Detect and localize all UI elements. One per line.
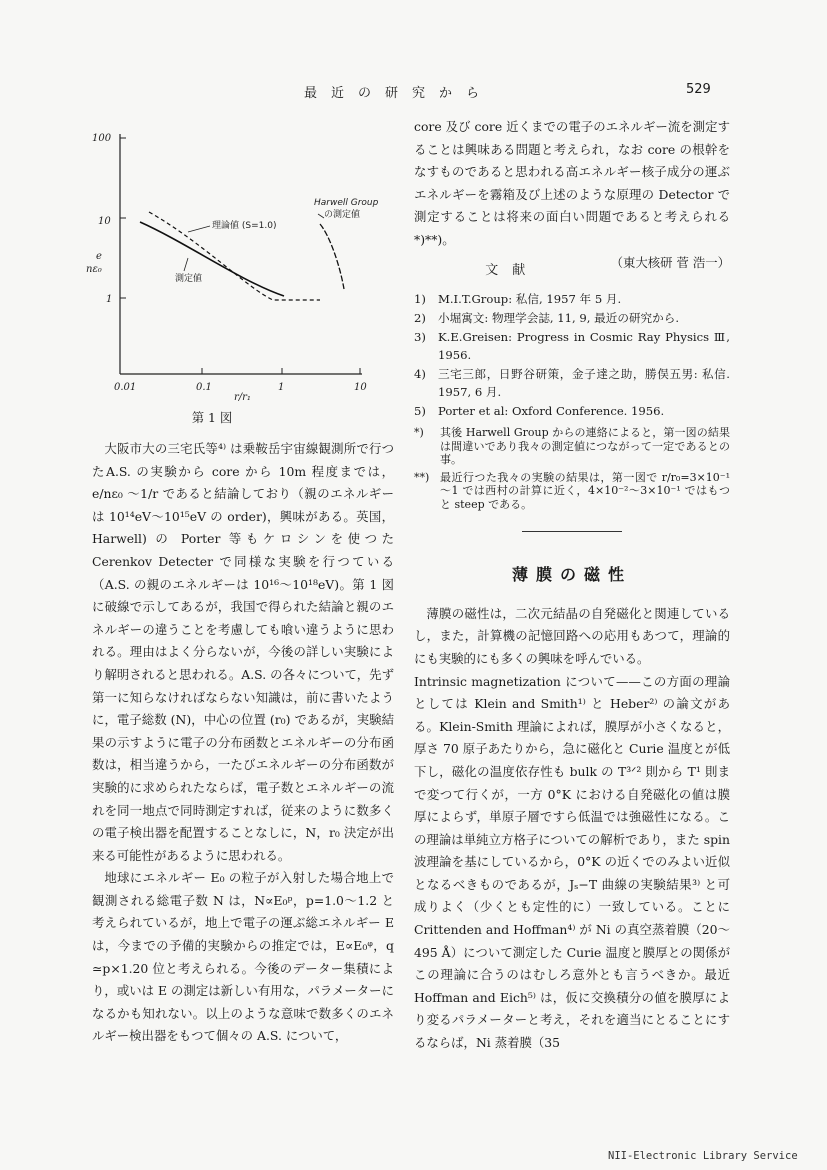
reference-item: 2) 小堀寓文: 物理学会誌, 11, 9, 最近の研究から. — [414, 311, 680, 326]
reference-item: 5) Porter et al: Oxford Conference. 1956. — [414, 404, 665, 419]
references-list — [414, 290, 730, 420]
label-harwell-1: Harwell Group — [314, 198, 379, 208]
x-tick-001: 0.01 — [114, 382, 137, 393]
section-title: 薄膜の磁性 — [511, 565, 632, 585]
author-credit: （東大核研 菅 浩一） — [610, 254, 730, 270]
label-theory: 理論値 (S=1.0) — [212, 221, 277, 231]
label-measured: 測定値 — [175, 274, 203, 284]
figure-1-plot — [86, 126, 392, 406]
y-tick-10: 10 — [98, 216, 111, 227]
reference-item: 1) M.I.T.Group: 私信, 1957 年 5 月. — [414, 292, 622, 307]
right-intro-paragraph: core 及び core 近くまでの電子のエネルギー流を測定することは興味ある問題と考えられ，なお core の根幹をなすものであると思われる高エネルギー核子成分の運ぶエネルギーを霧箱及び上述のような原理の Detector で測定することは将来の面白い問題であると考えられる*)**)。 — [414, 119, 730, 247]
figure-1 — [86, 126, 392, 426]
footer-service: NII-Electronic Library Service — [608, 1150, 798, 1162]
footnotes — [414, 426, 730, 511]
footnote: **) 最近行つた我々の実験の結果は，第一図で r/r₀=3×10⁻¹～1 では西村の計算に近く，4×10⁻²～3×10⁻¹ ではもつと steep である。 — [414, 470, 730, 511]
x-tick-10: 10 — [354, 382, 367, 393]
x-axis-label: r/r₁ — [234, 392, 251, 403]
running-header — [0, 82, 827, 102]
x-tick-01: 0.1 — [196, 382, 212, 393]
references-heading: 文献 — [485, 262, 540, 278]
section-divider — [522, 531, 622, 532]
right-column — [414, 116, 730, 1055]
y-label-e: e — [96, 251, 102, 262]
x-tick-1: 1 — [278, 382, 285, 393]
left-column — [92, 438, 394, 1048]
harwell-curve — [320, 224, 344, 289]
left-paragraph-1: 大阪市大の三宅氏等⁴⁾ は乗鞍岳宇宙線観測所で行つたA.S. の実験から core から 10m 程度までは，e/nε₀ ～1/r であると結論しており（親のエネルギーは 10¹⁴eV～10¹⁵eV の order)，興味がある。英国，Harwell) の Porter 等もケロシンを使つた Cerenkov Detecter で同様な実験を行つている（A.S. の親のエネルギーは 10¹⁶～10¹⁸eV)。第 1 図に破線で示してあるが，我国で得られた結論と親のエネルギーの違うことを考慮しても喰い違うように思われる。理由はよく分らないが，今後の詳しい実験により解明されると思われる。A.S. の各々について，先ず第一に知らなければならない知識は，前に書いたように，電子総数 (N)，中心の位置 (r₀) であるが，実験結果の示すように電子の分布函数とエネルギーの分布函数は，相当違うから，一たびエネルギーの分布函数が実験的に求められたならば，電子数とエネルギーの流れを同一地点で同時測定すれば，従来のように数多くの電子検出器を配置することなしに，N，r₀ 決定が出来る可能性があるように思われる。 — [92, 441, 394, 863]
y-tick-1: 1 — [106, 294, 113, 305]
y-tick-100: 100 — [92, 133, 112, 144]
y-label-ne0: nε₀ — [86, 264, 102, 275]
figure-caption: 第 1 図 — [191, 410, 233, 425]
section-paragraph-1: 薄膜の磁性は，二次元結晶の自発磁化と関連しているし，また，計算機の記憶回路への応用もあつて，理論的にも実験的にも多くの興味を呼んでいる。 — [414, 605, 730, 666]
reference-item: 3) K.E.Greisen: Progress in Cosmic Ray Physics Ⅲ, 1956. — [414, 330, 730, 363]
running-title: 最近の研究から — [304, 86, 494, 101]
left-paragraph-2: 地球にエネルギー E₀ の粒子が入射した場合地上で観測される総電子数 N は，N∝E₀ᵖ，p=1.0～1.2 と考えられているが，地上で電子の運ぶ総エネルギー E は，今までの予備的実験からの推定では，E∝E₀ᵠ，q ≃p×1.20 位と考えられる。今後のデーター集積により，或いは E の測定は新しい有用な，パラメーターになるかも知れない。以上のような意味で数多くのエネルギー検出器をもつて個々の A.S. について， — [92, 870, 394, 1044]
footnote: *) 其後 Harwell Group からの連絡によると，第一図の結果は間違いであり我々の測定値につながって一定であるとの事。 — [414, 426, 730, 467]
section-paragraph-2: Intrinsic magnetization について——この方面の理論としては Klein and Smith¹⁾ と Heber²⁾ の論文がある。Klein-Smith 理論によれば，膜厚が小さくなると，厚さ 70 原子あたりから，急に磁化と Curie 温度とが低下し，磁化の温度依存性も bulk の T³ᐟ² 則から T¹ 則まで変つて行くが，一方 0°K における自発磁化の値は膜厚によらず，単原子層ですら低温では強磁性になる。この理論は単純立方格子についての解析であり，また spin 波理論を基にしているから，0°K の近くでのみよい近似となるべきものであるが，Jₛ−T 曲線の実験結果³⁾ と可成りよく（少くとも定性的に）一致している。ことに Crittenden and Hoffman⁴⁾ が Ni の真空蒸着膜（20～495 Å）について測定した Curie 温度と膜厚との関係がこの理論に合うのはむしろ意外とも言うべきか。最近 Hoffman and Eich⁵⁾ は，仮に交換積分の値を膜厚により変るパラメーターと考え，それを適当にとることにするならば，Ni 蒸着膜（35 — [414, 673, 730, 1051]
page-number: 529 — [686, 82, 711, 97]
label-harwell-2: の測定値 — [324, 210, 361, 220]
reference-item: 4) 三宅三郎，日野谷研策，金子達之助，勝俣五男: 私信. 1957, 6 月. — [414, 367, 730, 400]
measured-curve — [140, 222, 284, 296]
